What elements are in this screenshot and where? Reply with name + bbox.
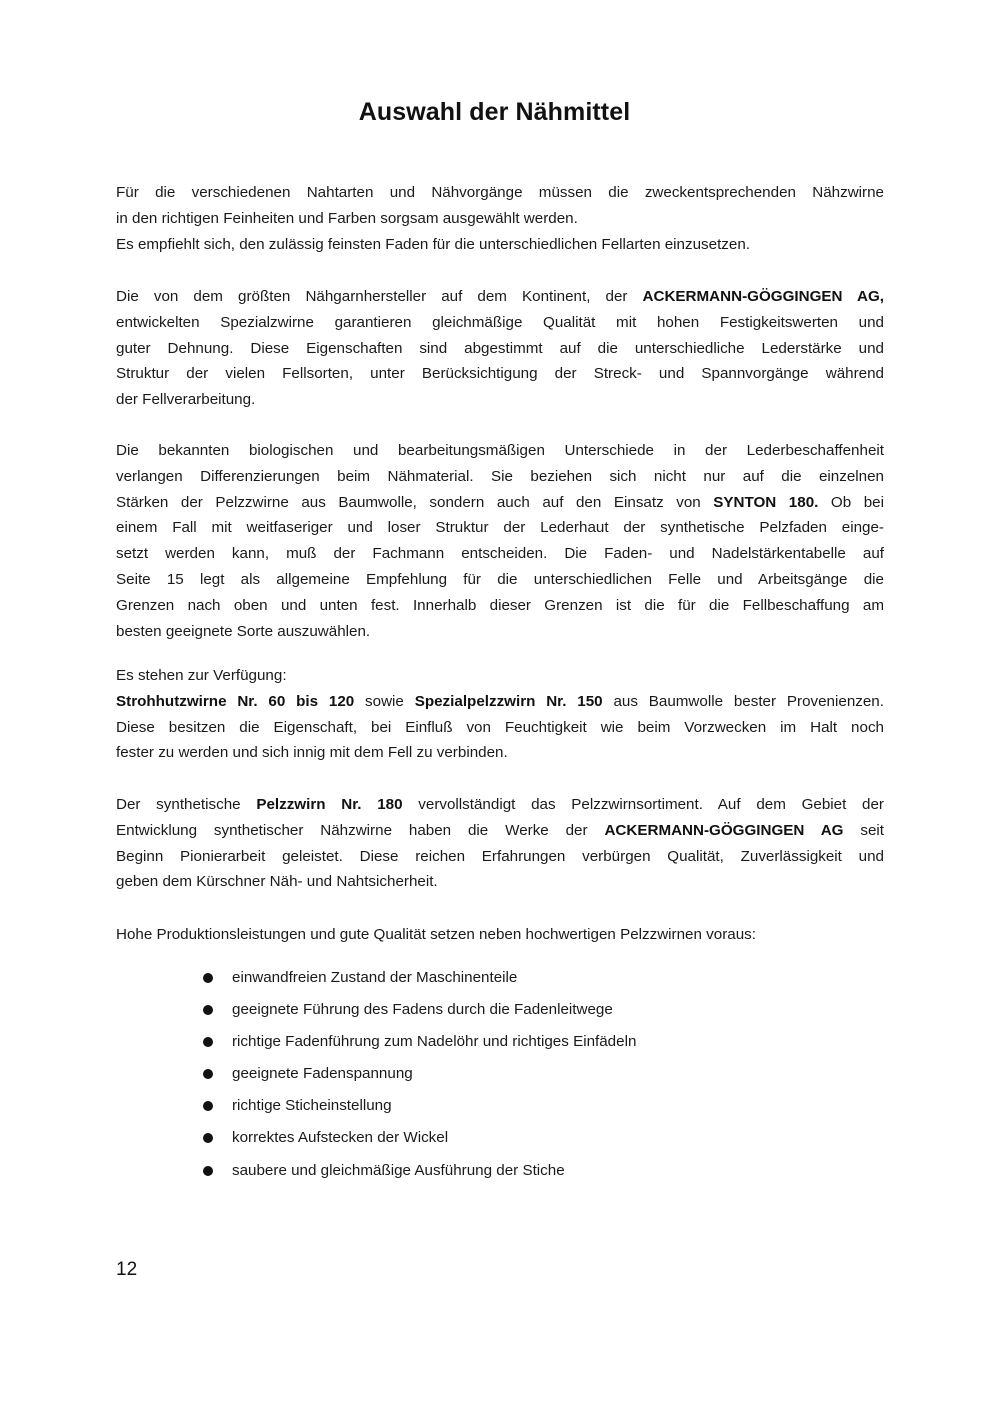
- text-line: [116, 689, 884, 715]
- text-run: Der synthetische: [116, 796, 257, 813]
- text-line: [116, 490, 884, 516]
- product-name: SYNTON 180.: [713, 493, 819, 511]
- text-run: vervollständigt das Pelzzwirnsortiment. Auf dem Gebiet der: [402, 796, 884, 813]
- text-run: seit: [843, 821, 885, 839]
- text-line: Es empfiehlt sich, den zulässig feinsten Faden für die unterschiedlichen Fellarten einzusetzen.: [116, 235, 751, 253]
- product-name: Strohhutzwirne Nr. 60 bis 120: [116, 692, 355, 710]
- list-item: [200, 1058, 800, 1090]
- company-name: ACKERMANN-GÖGGINGEN AG: [604, 821, 844, 839]
- text-run: Die von dem größten Nähgarnhersteller auf dem Kontinent, der: [116, 288, 643, 305]
- list-item: [200, 1155, 800, 1187]
- text-line: [116, 792, 884, 818]
- product-name: Spezialpelzzwirn Nr. 150: [414, 692, 603, 710]
- text-line: Es stehen zur Verfügung:: [116, 667, 287, 684]
- paragraph-intro: [116, 180, 884, 257]
- text-line: besten geeignete Sorte auszuwählen.: [116, 622, 371, 640]
- list-item-text: einwandfreien Zustand der Maschinenteile: [232, 969, 518, 986]
- paragraph-synthetic: [116, 792, 884, 895]
- bullet-dot-icon: [203, 1133, 213, 1143]
- paragraph-manufacturer: [116, 284, 884, 413]
- text-line: fester zu werden und sich innig mit dem Fell zu verbinden.: [116, 744, 508, 762]
- list-item: [200, 962, 800, 994]
- list-item-text: richtige Sticheinstellung: [232, 1097, 392, 1115]
- bullet-dot-icon: [203, 1005, 213, 1015]
- text-run: aus Baumwolle bester Provenienzen.: [602, 692, 884, 710]
- text-line: guter Dehnung. Diese Eigenschaften sind abgestimmt auf die unterschiedliche Lederstärke und: [116, 339, 884, 357]
- paragraph-requirements: [116, 922, 884, 948]
- list-item: [200, 1090, 800, 1122]
- bullet-dot-icon: [203, 1101, 213, 1111]
- text-line: verlangen Differenzierungen beim Nähmaterial. Sie beziehen sich nicht nur auf die einzelnen: [116, 467, 884, 485]
- company-name: ACKERMANN-GÖGGINGEN AG,: [642, 288, 884, 305]
- bullet-dot-icon: [203, 1037, 213, 1047]
- product-name: Pelzzwirn Nr. 180: [256, 796, 403, 813]
- text-line: Struktur der vielen Fellsorten, unter Berücksichtigung der Streck- und Spannvorgänge während: [116, 365, 884, 383]
- text-run: sowie: [354, 692, 415, 710]
- text-line: der Fellverarbeitung.: [116, 391, 256, 409]
- list-item-text: geeignete Führung des Fadens durch die Fadenleitwege: [232, 1001, 613, 1019]
- text-line: Die bekannten biologischen und bearbeitungsmäßigen Unterschiede in der Lederbeschaffenheit: [116, 442, 884, 459]
- paragraph-available: [116, 663, 884, 766]
- page-title: Auswahl der Nähmittel: [358, 98, 631, 126]
- page-number: 12: [116, 1259, 138, 1280]
- bullet-dot-icon: [203, 1069, 213, 1079]
- list-item-text: saubere und gleichmäßige Ausführung der Stiche: [232, 1161, 565, 1179]
- requirements-list: [200, 962, 800, 1187]
- paragraph-differences: [116, 438, 884, 644]
- text-run: Ob bei: [818, 493, 884, 511]
- text-line: Beginn Pionierarbeit geleistet. Diese reichen Erfahrungen verbürgen Qualität, Zuverlässigkeit und: [116, 847, 884, 865]
- list-item-text: geeignete Fadenspannung: [232, 1065, 413, 1083]
- text-line: [116, 284, 884, 310]
- text-line: Grenzen nach oben und unten fest. Innerhalb dieser Grenzen ist die für die Fellbeschaffung am: [116, 596, 884, 614]
- bullet-dot-icon: [203, 973, 213, 983]
- text-line: Diese besitzen die Eigenschaft, bei Einfluß von Feuchtigkeit wie beim Vorzwecken im Halt noch: [116, 718, 884, 736]
- list-item: [200, 994, 800, 1026]
- list-item-text: richtige Fadenführung zum Nadelöhr und richtiges Einfädeln: [232, 1033, 637, 1051]
- text-line: Hohe Produktionsleistungen und gute Qualität setzen neben hochwertigen Pelzzwirnen voraus:: [116, 926, 756, 943]
- text-line: [116, 818, 884, 844]
- text-line: einem Fall mit weitfaseriger und loser Struktur der Lederhaut der synthetische Pelzfaden einge-: [116, 519, 884, 537]
- list-item: [200, 1026, 800, 1058]
- list-item: [200, 1122, 800, 1154]
- text-line: entwickelten Spezialzwirne garantieren gleichmäßige Qualität mit hohen Festigkeitswerten und: [116, 313, 884, 331]
- bullet-dot-icon: [203, 1166, 213, 1176]
- text-run: Entwicklung synthetischer Nähzwirne haben die Werke der: [116, 821, 605, 839]
- text-line: geben dem Kürschner Näh- und Nahtsicherheit.: [116, 873, 438, 891]
- text-line: in den richtigen Feinheiten und Farben sorgsam ausgewählt werden.: [116, 209, 578, 227]
- list-item-text: korrektes Aufstecken der Wickel: [232, 1129, 449, 1147]
- text-line: setzt werden kann, muß der Fachmann entscheiden. Die Faden- und Nadelstärkentabelle auf: [116, 545, 884, 563]
- text-line: Für die verschiedenen Nahtarten und Nähvorgänge müssen die zweckentsprechenden Nähzwirne: [116, 184, 884, 201]
- text-line: Seite 15 legt als allgemeine Empfehlung für die unterschiedlichen Felle und Arbeitsgänge die: [116, 570, 884, 588]
- text-run: Stärken der Pelzzwirne aus Baumwolle, sondern auch auf den Einsatz von: [116, 493, 714, 511]
